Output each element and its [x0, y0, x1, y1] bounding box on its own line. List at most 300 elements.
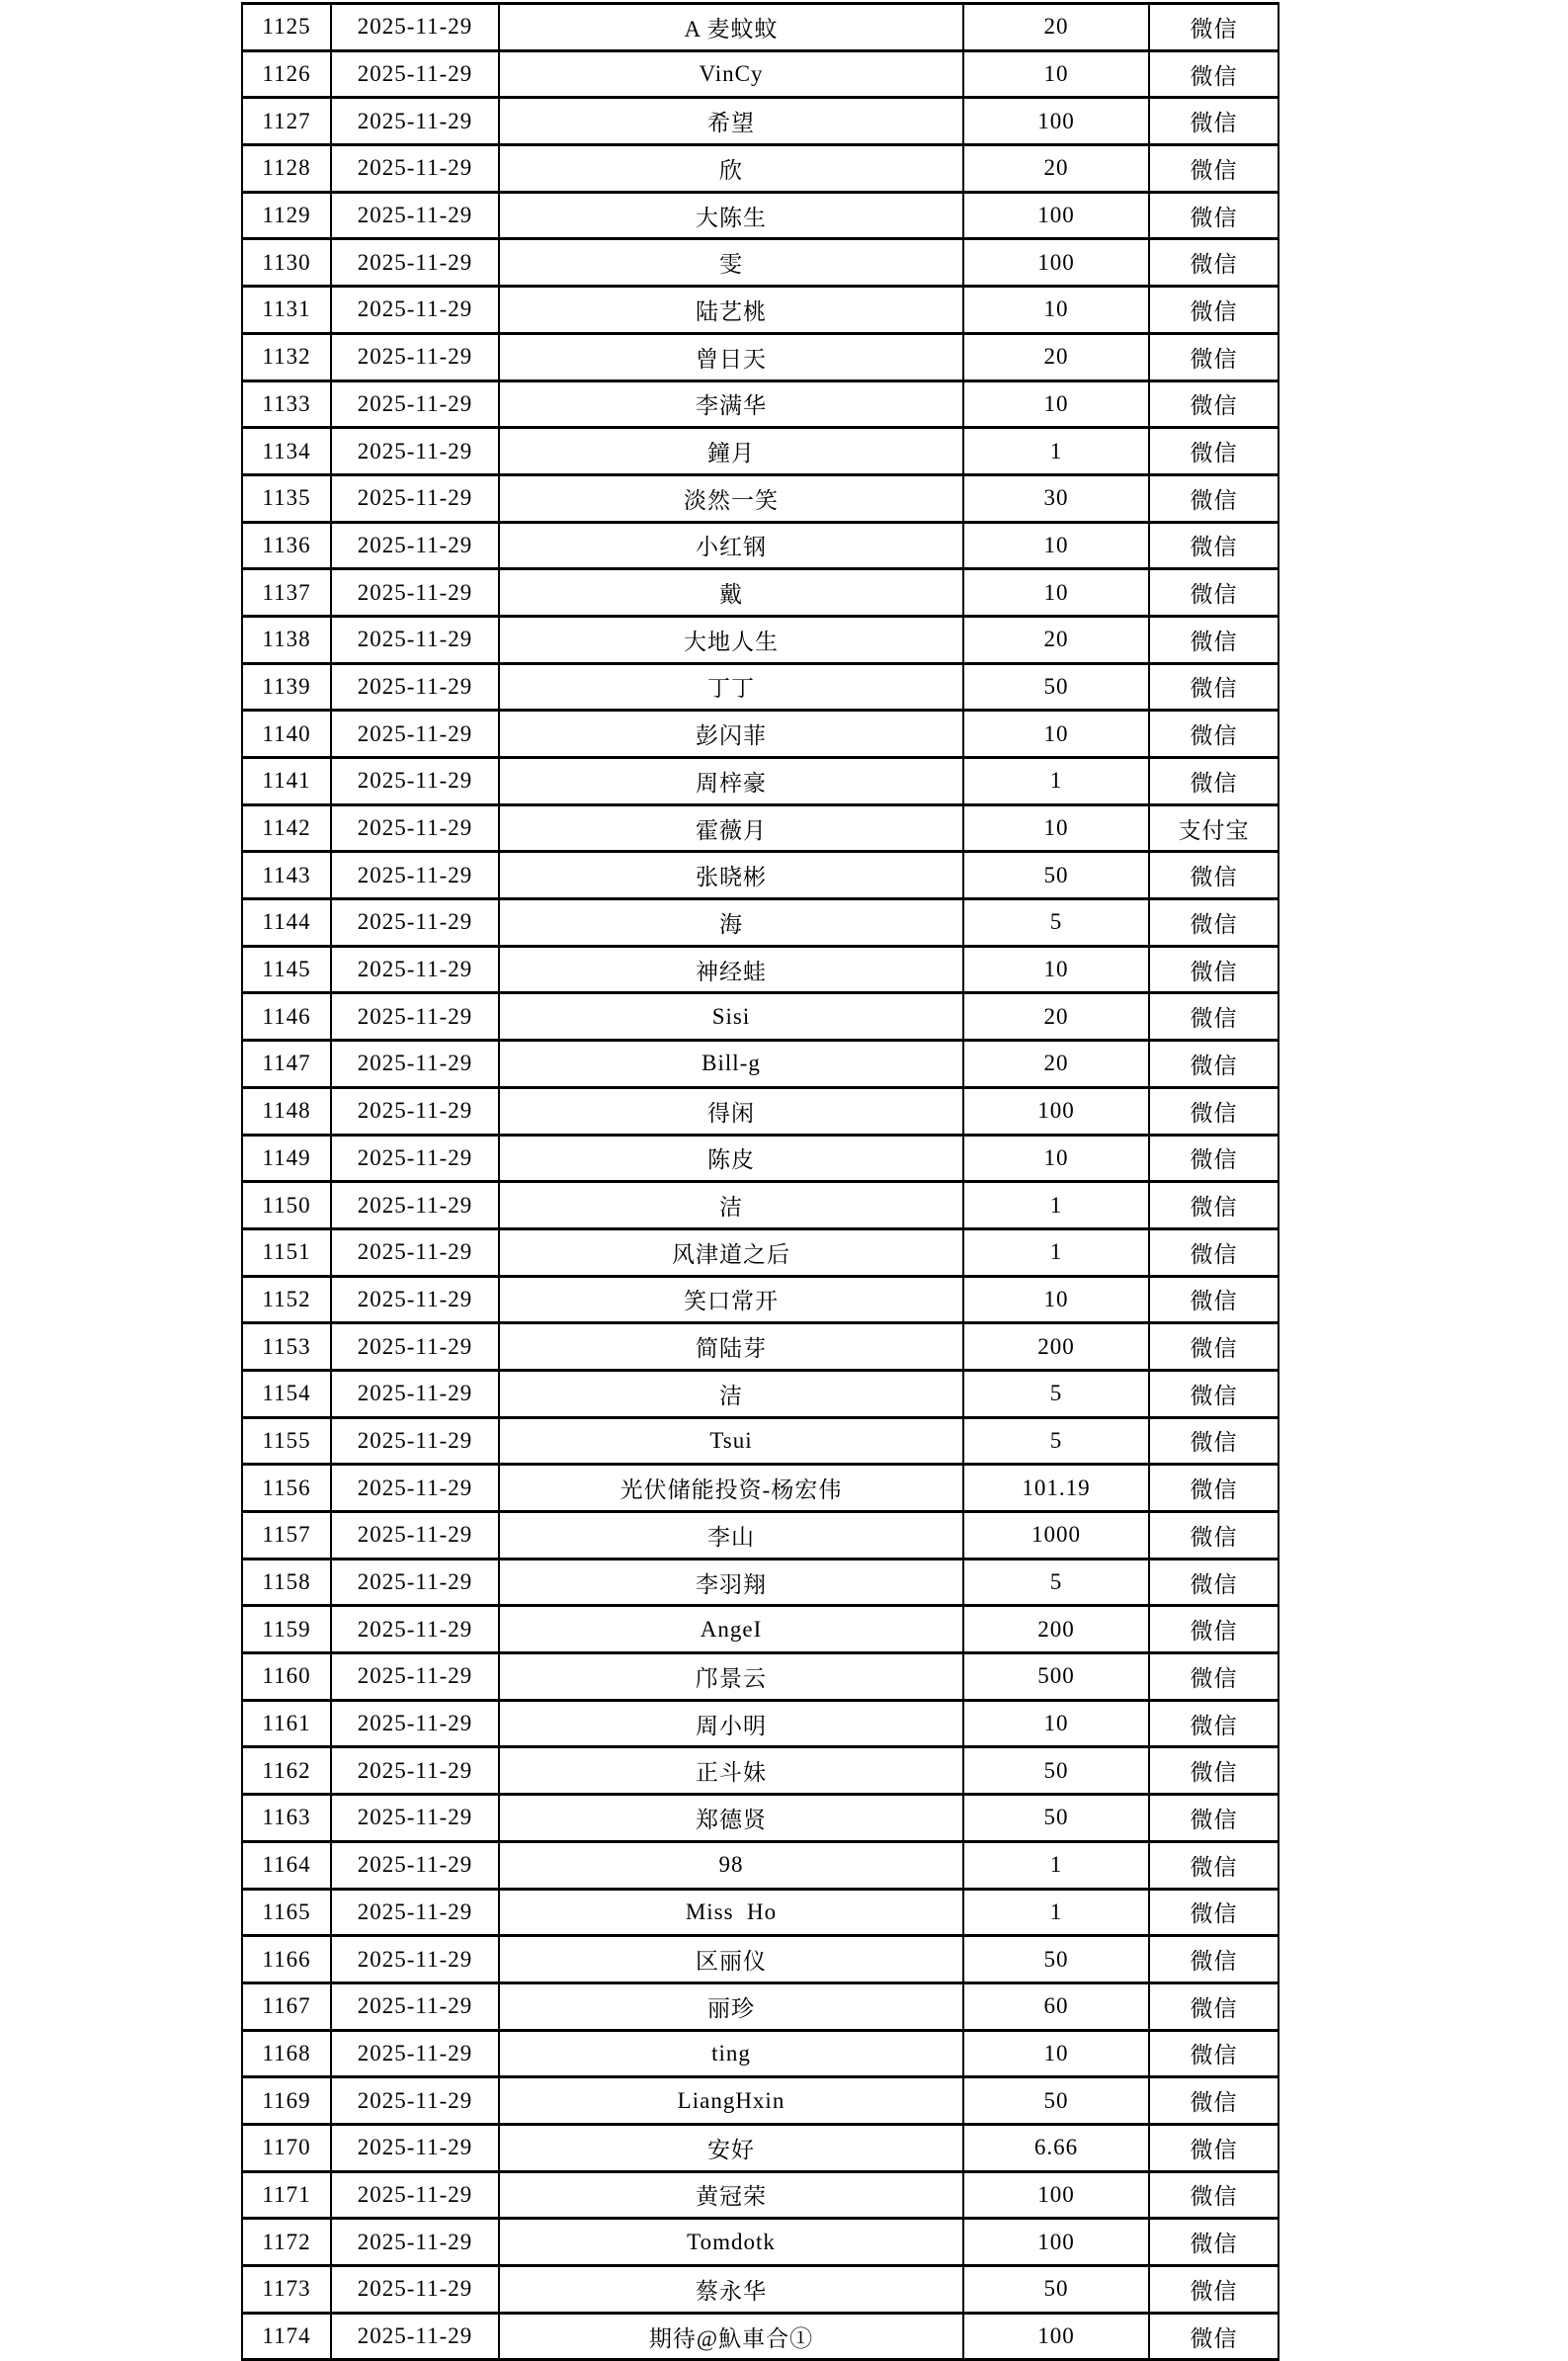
cell-method: 微信 [1149, 1512, 1279, 1560]
cell-amount: 50 [963, 1747, 1149, 1795]
cell-id: 1161 [242, 1700, 331, 1747]
table-row [242, 1795, 1279, 1842]
cell-name: VinCy [499, 50, 963, 98]
cell-date: 2025-11-29 [331, 192, 499, 239]
cell-date: 2025-11-29 [331, 616, 499, 663]
cell-name: 大陈生 [499, 192, 963, 239]
cell-amount: 5 [963, 1370, 1149, 1417]
cell-name: 期待@魞車合① [499, 2313, 963, 2360]
cell-amount: 5 [963, 899, 1149, 947]
cell-id: 1159 [242, 1606, 331, 1653]
cell-date: 2025-11-29 [331, 333, 499, 380]
cell-method: 微信 [1149, 2077, 1279, 2125]
cell-date: 2025-11-29 [331, 1936, 499, 1983]
cell-method: 微信 [1149, 946, 1279, 993]
cell-date: 2025-11-29 [331, 380, 499, 428]
cell-amount: 101.19 [963, 1465, 1149, 1512]
cell-name: 希望 [499, 98, 963, 145]
cell-date: 2025-11-29 [331, 2219, 499, 2266]
cell-name: 郑德贤 [499, 1795, 963, 1842]
cell-method: 微信 [1149, 1559, 1279, 1606]
cell-name: Sisi [499, 993, 963, 1041]
cell-method: 微信 [1149, 1087, 1279, 1135]
cell-method: 微信 [1149, 758, 1279, 805]
cell-id: 1142 [242, 804, 331, 852]
cell-date: 2025-11-29 [331, 4, 499, 51]
cell-id: 1165 [242, 1889, 331, 1936]
table-row [242, 2171, 1279, 2219]
cell-id: 1174 [242, 2313, 331, 2360]
cell-id: 1151 [242, 1228, 331, 1276]
cell-method: 微信 [1149, 2266, 1279, 2314]
cell-name: 98 [499, 1841, 963, 1889]
cell-name: 戴 [499, 569, 963, 617]
table-row [242, 192, 1279, 239]
cell-date: 2025-11-29 [331, 2077, 499, 2125]
cell-method: 微信 [1149, 663, 1279, 711]
cell-id: 1127 [242, 98, 331, 145]
cell-id: 1140 [242, 711, 331, 758]
cell-method: 微信 [1149, 1841, 1279, 1889]
cell-amount: 1000 [963, 1512, 1149, 1560]
cell-method: 微信 [1149, 852, 1279, 899]
cell-amount: 100 [963, 2219, 1149, 2266]
cell-id: 1154 [242, 1370, 331, 1417]
cell-id: 1157 [242, 1512, 331, 1560]
cell-id: 1129 [242, 192, 331, 239]
cell-name: 李满华 [499, 380, 963, 428]
cell-date: 2025-11-29 [331, 2124, 499, 2171]
cell-name: 蔡永华 [499, 2266, 963, 2314]
cell-method: 微信 [1149, 1936, 1279, 1983]
cell-amount: 10 [963, 804, 1149, 852]
cell-id: 1173 [242, 2266, 331, 2314]
table-row [242, 1936, 1279, 1983]
table-row [242, 1559, 1279, 1606]
cell-method: 微信 [1149, 522, 1279, 569]
cell-date: 2025-11-29 [331, 2313, 499, 2360]
table-row [242, 1606, 1279, 1653]
cell-date: 2025-11-29 [331, 1417, 499, 1465]
cell-amount: 10 [963, 287, 1149, 334]
cell-id: 1172 [242, 2219, 331, 2266]
cell-name: 李山 [499, 1512, 963, 1560]
cell-name: 周梓豪 [499, 758, 963, 805]
cell-method: 微信 [1149, 474, 1279, 522]
cell-method: 微信 [1149, 1700, 1279, 1747]
cell-date: 2025-11-29 [331, 50, 499, 98]
table-row [242, 2124, 1279, 2171]
cell-name: 得闲 [499, 1087, 963, 1135]
cell-date: 2025-11-29 [331, 663, 499, 711]
table-row [242, 1512, 1279, 1560]
cell-date: 2025-11-29 [331, 852, 499, 899]
cell-name: 雯 [499, 239, 963, 287]
cell-amount: 100 [963, 2171, 1149, 2219]
cell-method: 微信 [1149, 2171, 1279, 2219]
table-row [242, 333, 1279, 380]
cell-date: 2025-11-29 [331, 1700, 499, 1747]
cell-id: 1155 [242, 1417, 331, 1465]
cell-date: 2025-11-29 [331, 1889, 499, 1936]
table-row [242, 2219, 1279, 2266]
cell-method: 支付宝 [1149, 804, 1279, 852]
table-row [242, 1228, 1279, 1276]
cell-date: 2025-11-29 [331, 239, 499, 287]
cell-date: 2025-11-29 [331, 899, 499, 947]
cell-name: 区丽仪 [499, 1936, 963, 1983]
cell-id: 1131 [242, 287, 331, 334]
table-row [242, 616, 1279, 663]
cell-name: 风津道之后 [499, 1228, 963, 1276]
cell-amount: 20 [963, 1041, 1149, 1088]
cell-amount: 100 [963, 98, 1149, 145]
cell-method: 微信 [1149, 333, 1279, 380]
cell-id: 1135 [242, 474, 331, 522]
cell-amount: 20 [963, 993, 1149, 1041]
cell-amount: 200 [963, 1323, 1149, 1371]
cell-date: 2025-11-29 [331, 1841, 499, 1889]
table-row [242, 1182, 1279, 1229]
cell-id: 1171 [242, 2171, 331, 2219]
cell-method: 微信 [1149, 1653, 1279, 1701]
cell-id: 1148 [242, 1087, 331, 1135]
cell-method: 微信 [1149, 993, 1279, 1041]
cell-method: 微信 [1149, 569, 1279, 617]
table-row [242, 758, 1279, 805]
table-row [242, 1323, 1279, 1371]
cell-name: A 麦蚊蚊 [499, 4, 963, 51]
cell-id: 1146 [242, 993, 331, 1041]
cell-amount: 100 [963, 2313, 1149, 2360]
cell-amount: 60 [963, 1982, 1149, 2030]
cell-id: 1150 [242, 1182, 331, 1229]
cell-amount: 50 [963, 2266, 1149, 2314]
cell-method: 微信 [1149, 380, 1279, 428]
cell-date: 2025-11-29 [331, 1228, 499, 1276]
cell-name: 笑口常开 [499, 1276, 963, 1323]
cell-id: 1156 [242, 1465, 331, 1512]
cell-amount: 1 [963, 1841, 1149, 1889]
cell-method: 微信 [1149, 1041, 1279, 1088]
cell-method: 微信 [1149, 287, 1279, 334]
cell-date: 2025-11-29 [331, 428, 499, 475]
cell-id: 1137 [242, 569, 331, 617]
cell-date: 2025-11-29 [331, 1559, 499, 1606]
table-row [242, 1653, 1279, 1701]
table-row [242, 2266, 1279, 2314]
cell-amount: 50 [963, 1795, 1149, 1842]
cell-id: 1147 [242, 1041, 331, 1088]
cell-amount: 10 [963, 946, 1149, 993]
cell-id: 1167 [242, 1982, 331, 2030]
cell-date: 2025-11-29 [331, 2030, 499, 2077]
cell-method: 微信 [1149, 1370, 1279, 1417]
cell-id: 1144 [242, 899, 331, 947]
table-row [242, 428, 1279, 475]
cell-id: 1170 [242, 2124, 331, 2171]
table-row [242, 239, 1279, 287]
cell-date: 2025-11-29 [331, 1795, 499, 1842]
cell-amount: 10 [963, 569, 1149, 617]
cell-name: Tomdotk [499, 2219, 963, 2266]
cell-method: 微信 [1149, 1135, 1279, 1182]
table-row [242, 380, 1279, 428]
cell-name: 丁丁 [499, 663, 963, 711]
cell-method: 微信 [1149, 1606, 1279, 1653]
cell-method: 微信 [1149, 2219, 1279, 2266]
cell-id: 1134 [242, 428, 331, 475]
cell-method: 微信 [1149, 2313, 1279, 2360]
cell-date: 2025-11-29 [331, 1323, 499, 1371]
cell-id: 1166 [242, 1936, 331, 1983]
table-row [242, 2030, 1279, 2077]
cell-name: 海 [499, 899, 963, 947]
table-row [242, 474, 1279, 522]
cell-amount: 200 [963, 1606, 1149, 1653]
cell-name: 曾日天 [499, 333, 963, 380]
cell-name: 黄冠荣 [499, 2171, 963, 2219]
cell-name: 洁 [499, 1370, 963, 1417]
table-row [242, 4, 1279, 51]
cell-amount: 50 [963, 2077, 1149, 2125]
cell-name: 洁 [499, 1182, 963, 1229]
table-row [242, 1889, 1279, 1936]
cell-amount: 10 [963, 2030, 1149, 2077]
table-row [242, 993, 1279, 1041]
cell-date: 2025-11-29 [331, 522, 499, 569]
cell-name: 鐘月 [499, 428, 963, 475]
cell-method: 微信 [1149, 428, 1279, 475]
cell-date: 2025-11-29 [331, 1982, 499, 2030]
cell-amount: 10 [963, 380, 1149, 428]
cell-id: 1139 [242, 663, 331, 711]
table-row [242, 1370, 1279, 1417]
cell-name: 周小明 [499, 1700, 963, 1747]
cell-name: Tsui [499, 1417, 963, 1465]
cell-name: AngeI [499, 1606, 963, 1653]
cell-date: 2025-11-29 [331, 2171, 499, 2219]
cell-id: 1128 [242, 145, 331, 193]
table-row [242, 946, 1279, 993]
cell-name: 张晓彬 [499, 852, 963, 899]
cell-method: 微信 [1149, 1417, 1279, 1465]
cell-amount: 30 [963, 474, 1149, 522]
cell-method: 微信 [1149, 1889, 1279, 1936]
cell-date: 2025-11-29 [331, 993, 499, 1041]
cell-id: 1138 [242, 616, 331, 663]
cell-method: 微信 [1149, 1982, 1279, 2030]
cell-amount: 20 [963, 4, 1149, 51]
cell-amount: 5 [963, 1417, 1149, 1465]
table-row [242, 1700, 1279, 1747]
cell-amount: 100 [963, 239, 1149, 287]
table-row [242, 1087, 1279, 1135]
cell-date: 2025-11-29 [331, 1087, 499, 1135]
cell-method: 微信 [1149, 1182, 1279, 1229]
cell-name: Miss Ho [499, 1889, 963, 1936]
cell-name: 光伏储能投资-杨宏伟 [499, 1465, 963, 1512]
cell-date: 2025-11-29 [331, 1041, 499, 1088]
cell-date: 2025-11-29 [331, 1465, 499, 1512]
cell-name: 欣 [499, 145, 963, 193]
cell-method: 微信 [1149, 145, 1279, 193]
cell-amount: 100 [963, 192, 1149, 239]
table-row [242, 2077, 1279, 2125]
cell-method: 微信 [1149, 1795, 1279, 1842]
cell-amount: 1 [963, 1228, 1149, 1276]
table-row [242, 1747, 1279, 1795]
cell-date: 2025-11-29 [331, 758, 499, 805]
cell-id: 1136 [242, 522, 331, 569]
cell-name: 邝景云 [499, 1653, 963, 1701]
cell-name: 陆艺桃 [499, 287, 963, 334]
cell-date: 2025-11-29 [331, 804, 499, 852]
cell-name: 安好 [499, 2124, 963, 2171]
table-row [242, 1135, 1279, 1182]
table-row [242, 1982, 1279, 2030]
cell-method: 微信 [1149, 239, 1279, 287]
cell-method: 微信 [1149, 2030, 1279, 2077]
cell-amount: 50 [963, 663, 1149, 711]
cell-date: 2025-11-29 [331, 569, 499, 617]
cell-method: 微信 [1149, 616, 1279, 663]
cell-id: 1125 [242, 4, 331, 51]
table-row [242, 804, 1279, 852]
cell-name: 大地人生 [499, 616, 963, 663]
table-row [242, 852, 1279, 899]
cell-name: 淡然一笑 [499, 474, 963, 522]
cell-name: 丽珍 [499, 1982, 963, 2030]
cell-amount: 1 [963, 1182, 1149, 1229]
cell-date: 2025-11-29 [331, 711, 499, 758]
cell-name: 小红钢 [499, 522, 963, 569]
cell-amount: 1 [963, 428, 1149, 475]
cell-name: 简陆芽 [499, 1323, 963, 1371]
cell-date: 2025-11-29 [331, 287, 499, 334]
cell-method: 微信 [1149, 2124, 1279, 2171]
cell-name: 正斗妹 [499, 1747, 963, 1795]
cell-method: 微信 [1149, 50, 1279, 98]
cell-id: 1126 [242, 50, 331, 98]
cell-method: 微信 [1149, 1323, 1279, 1371]
cell-id: 1152 [242, 1276, 331, 1323]
cell-id: 1143 [242, 852, 331, 899]
table-row [242, 1841, 1279, 1889]
cell-id: 1168 [242, 2030, 331, 2077]
cell-date: 2025-11-29 [331, 1747, 499, 1795]
table-row [242, 145, 1279, 193]
cell-amount: 100 [963, 1087, 1149, 1135]
cell-amount: 50 [963, 1936, 1149, 1983]
cell-method: 微信 [1149, 1465, 1279, 1512]
cell-amount: 10 [963, 1700, 1149, 1747]
cell-date: 2025-11-29 [331, 1606, 499, 1653]
cell-method: 微信 [1149, 1228, 1279, 1276]
cell-amount: 50 [963, 852, 1149, 899]
cell-id: 1153 [242, 1323, 331, 1371]
cell-date: 2025-11-29 [331, 474, 499, 522]
cell-amount: 6.66 [963, 2124, 1149, 2171]
cell-id: 1163 [242, 1795, 331, 1842]
payments-table-body [242, 4, 1279, 2360]
cell-id: 1145 [242, 946, 331, 993]
cell-amount: 10 [963, 1135, 1149, 1182]
cell-date: 2025-11-29 [331, 1512, 499, 1560]
cell-method: 微信 [1149, 98, 1279, 145]
cell-date: 2025-11-29 [331, 1135, 499, 1182]
table-row [242, 1276, 1279, 1323]
payments-table [241, 2, 1279, 2361]
cell-id: 1132 [242, 333, 331, 380]
table-row [242, 50, 1279, 98]
cell-id: 1160 [242, 1653, 331, 1701]
cell-id: 1169 [242, 2077, 331, 2125]
cell-date: 2025-11-29 [331, 1370, 499, 1417]
table-row [242, 569, 1279, 617]
cell-date: 2025-11-29 [331, 1653, 499, 1701]
cell-method: 微信 [1149, 192, 1279, 239]
table-row [242, 1041, 1279, 1088]
cell-name: 李羽翔 [499, 1559, 963, 1606]
cell-id: 1158 [242, 1559, 331, 1606]
table-row [242, 1465, 1279, 1512]
cell-date: 2025-11-29 [331, 1276, 499, 1323]
cell-name: 霍薇月 [499, 804, 963, 852]
cell-amount: 1 [963, 758, 1149, 805]
cell-method: 微信 [1149, 1747, 1279, 1795]
table-row [242, 522, 1279, 569]
cell-amount: 1 [963, 1889, 1149, 1936]
cell-date: 2025-11-29 [331, 145, 499, 193]
table-row [242, 899, 1279, 947]
cell-amount: 10 [963, 50, 1149, 98]
table-row [242, 711, 1279, 758]
cell-name: LiangHxin [499, 2077, 963, 2125]
cell-amount: 10 [963, 1276, 1149, 1323]
cell-name: 彭闪菲 [499, 711, 963, 758]
cell-method: 微信 [1149, 711, 1279, 758]
cell-date: 2025-11-29 [331, 98, 499, 145]
cell-amount: 10 [963, 711, 1149, 758]
cell-id: 1133 [242, 380, 331, 428]
cell-name: 神经蛙 [499, 946, 963, 993]
cell-id: 1141 [242, 758, 331, 805]
cell-method: 微信 [1149, 899, 1279, 947]
cell-amount: 20 [963, 145, 1149, 193]
cell-amount: 5 [963, 1559, 1149, 1606]
cell-amount: 10 [963, 522, 1149, 569]
cell-name: ting [499, 2030, 963, 2077]
table-row [242, 287, 1279, 334]
cell-method: 微信 [1149, 1276, 1279, 1323]
table-row [242, 98, 1279, 145]
table-row [242, 663, 1279, 711]
cell-id: 1149 [242, 1135, 331, 1182]
cell-amount: 500 [963, 1653, 1149, 1701]
cell-id: 1130 [242, 239, 331, 287]
table-row [242, 2313, 1279, 2360]
cell-amount: 20 [963, 333, 1149, 380]
cell-name: Bill-g [499, 1041, 963, 1088]
cell-id: 1162 [242, 1747, 331, 1795]
table-row [242, 1417, 1279, 1465]
cell-date: 2025-11-29 [331, 946, 499, 993]
cell-amount: 20 [963, 616, 1149, 663]
cell-id: 1164 [242, 1841, 331, 1889]
cell-date: 2025-11-29 [331, 1182, 499, 1229]
cell-name: 陈皮 [499, 1135, 963, 1182]
